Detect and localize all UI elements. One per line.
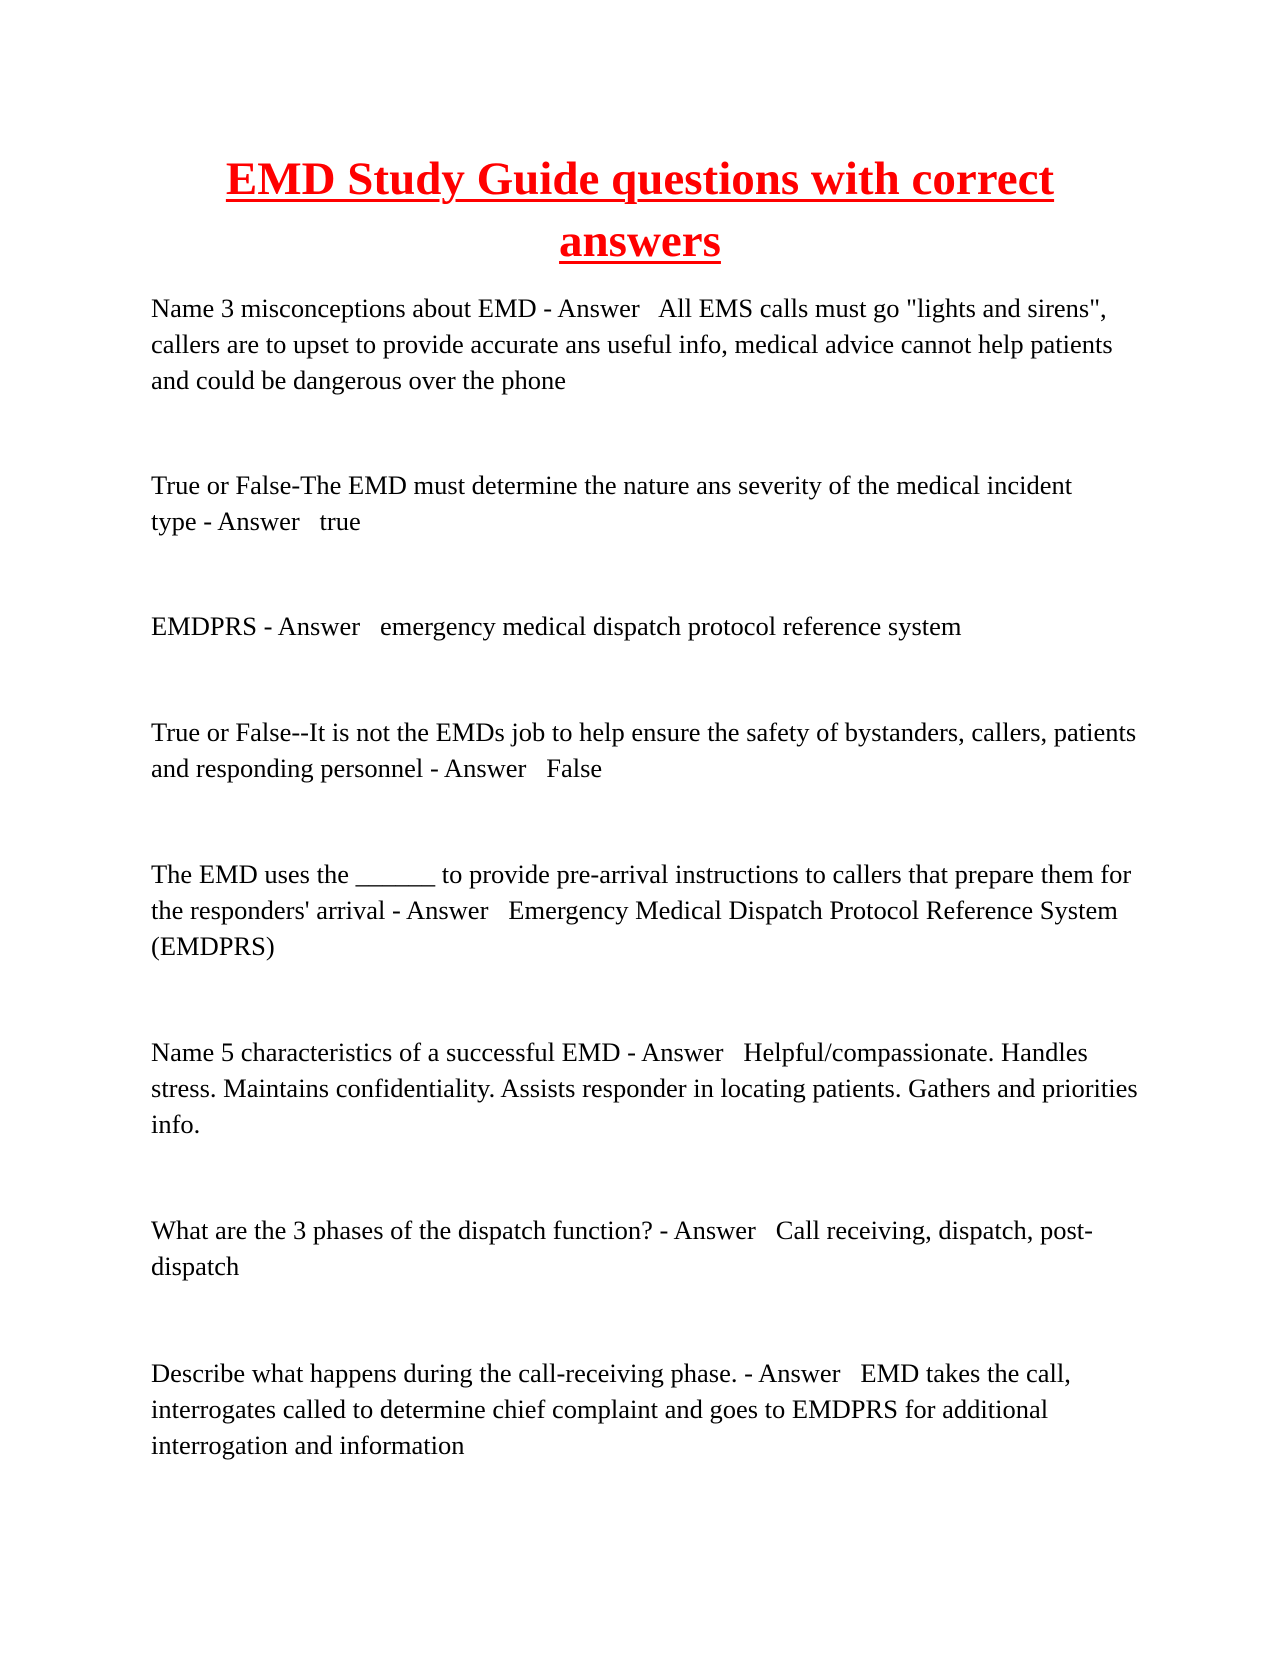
qa-item-6: [151, 1034, 1151, 1142]
answer-separator: - Answer: [423, 753, 547, 783]
question-text: True or False-The EMD must determine the nature ans severity of the medical incident type: [151, 470, 1079, 536]
question-text: EMDPRS: [151, 611, 258, 641]
qa-item-1: [151, 290, 1151, 398]
question-text: Describe what happens during the call-receiving phase.: [151, 1358, 738, 1388]
answer-text: All EMS calls must go "lights and sirens", callers are to upset to provide accurate ans useful info, medical advice cannot help patients and could be dangerous over the phone: [151, 293, 1120, 395]
answer-separator: - Answer: [620, 1037, 744, 1067]
qa-item-4: [151, 714, 1151, 786]
question-text: The EMD uses the ______ to provide pre-arrival instructions to callers that prepare them for the responders' arrival: [151, 859, 1138, 925]
answer-text: EMD takes the call, interrogates called to determine chief complaint and goes to EMDPRS for additional interrogation and information: [151, 1358, 1078, 1460]
answer-separator: - Answer: [257, 611, 380, 641]
answer-text: Helpful/compassionate. Handles stress. Maintains confidentiality. Assists responder in locating patients. Gathers and priorities info.: [151, 1037, 1145, 1139]
qa-item-5: [151, 856, 1151, 964]
answer-separator: - Answer: [737, 1358, 861, 1388]
question-text: Name 5 characteristics of a successful EMD: [151, 1037, 621, 1067]
answer-separator: - Answer: [385, 895, 509, 925]
qa-item-2: [151, 467, 1151, 539]
answer-text: Emergency Medical Dispatch Protocol Reference System (EMDPRS): [151, 895, 1125, 961]
answer-text: emergency medical dispatch protocol reference system: [379, 611, 962, 641]
qa-item-8: [151, 1355, 1151, 1463]
answer-separator: - Answer: [652, 1215, 776, 1245]
qa-item-7: [151, 1212, 1151, 1284]
answer-text: False: [546, 753, 603, 783]
question-text: Name 3 misconceptions about EMD: [151, 293, 537, 323]
question-text: What are the 3 phases of the dispatch function?: [151, 1215, 653, 1245]
answer-text: true: [319, 506, 361, 536]
answer-separator: - Answer: [536, 293, 659, 323]
question-text: True or False--It is not the EMDs job to help ensure the safety of bystanders, callers, patients and responding personnel: [151, 717, 1143, 783]
document-title: EMD Study Guide questions with correct answers: [225, 153, 1055, 267]
answer-text: Call receiving, dispatch, post-dispatch: [151, 1215, 1093, 1281]
qa-item-3: [151, 608, 1151, 644]
answer-separator: - Answer: [196, 506, 320, 536]
